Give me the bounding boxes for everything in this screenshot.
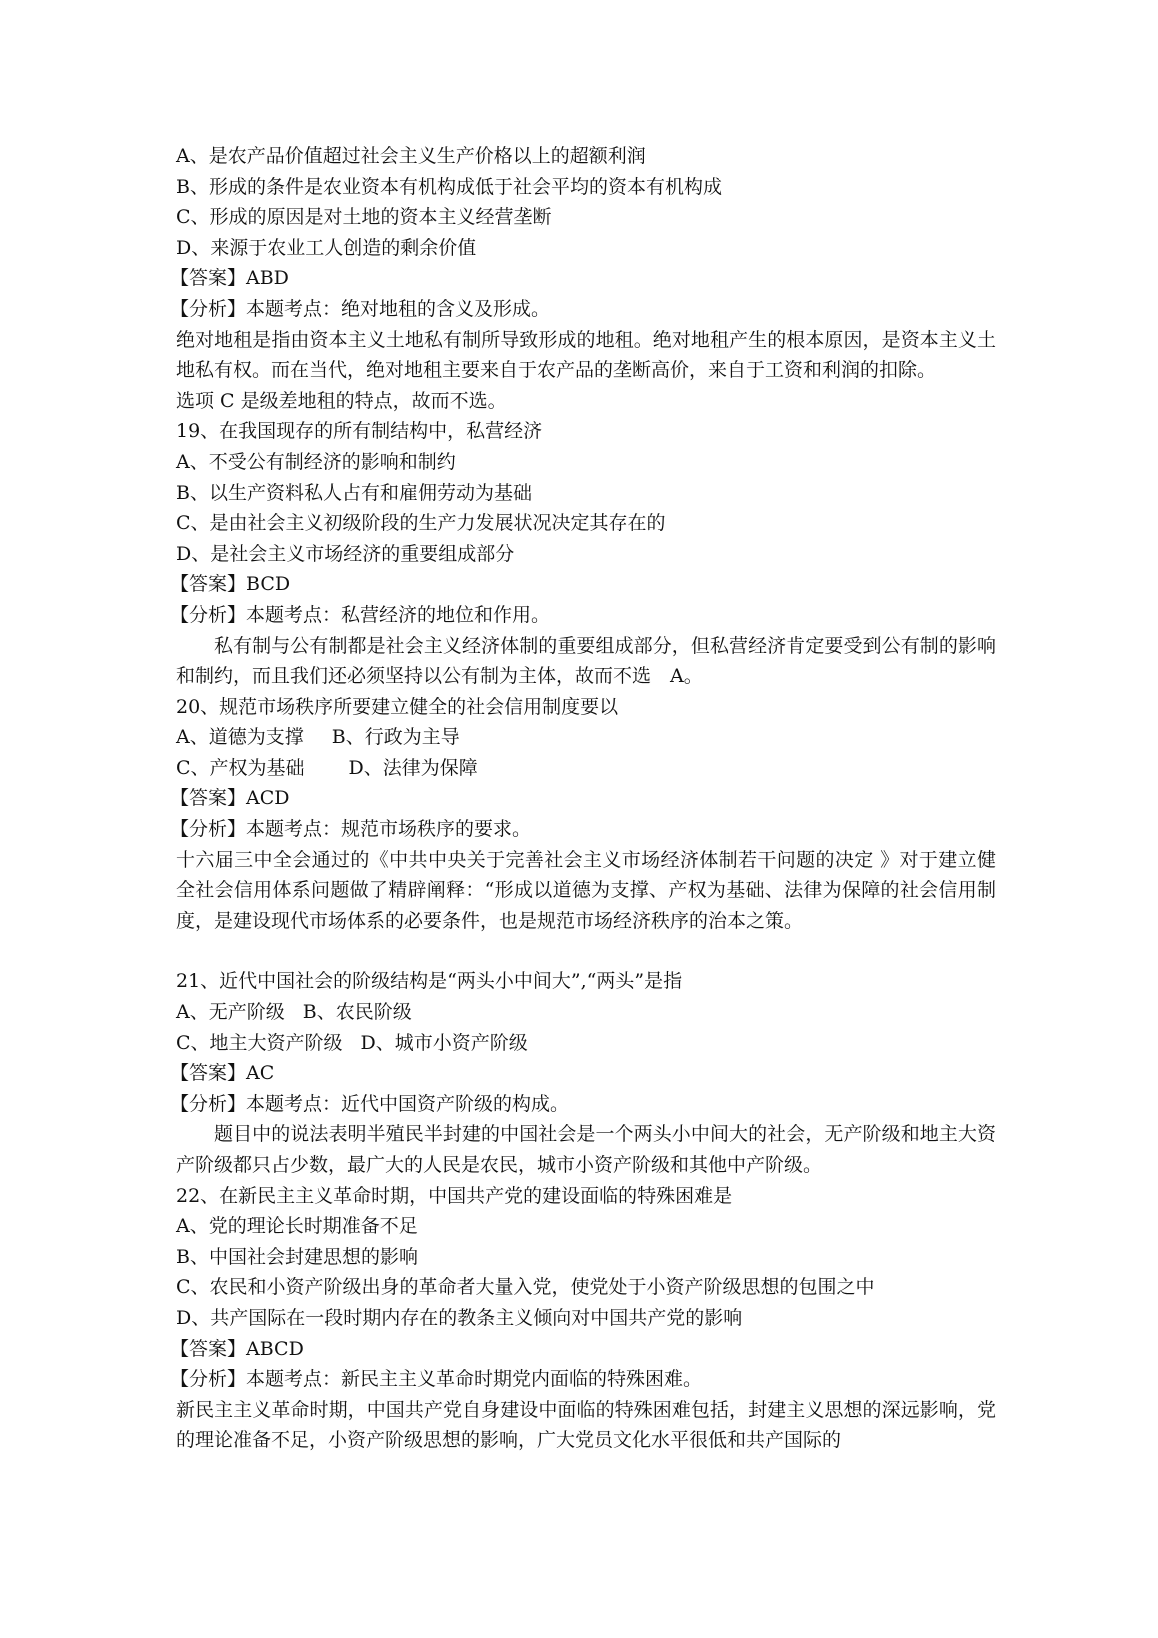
q19-explain-1: 私有制与公有制都是社会主义经济体制的重要组成部分，但私营经济肯定要受到公有制的影响和制约，而且我们还必须坚持以公有制为主体，故而不选 A。 <box>176 634 996 688</box>
document-page <box>170 141 996 1456</box>
q19-option-a: A、不受公有制经济的影响和制约 <box>176 450 456 473</box>
q21-question: 21、近代中国社会的阶级结构是“两头小中间大”,“两头”是指 <box>176 970 683 993</box>
q21-option-c: C、地主大资产阶级 <box>176 1031 343 1054</box>
q18-analysis: 【分析】本题考点：绝对地租的含义及形成。 <box>170 297 551 320</box>
q22-option-d: D、共产国际在一段时期内存在的教条主义倾向对中国共产党的影响 <box>176 1306 743 1329</box>
q21-option-a: A、无产阶级 <box>176 1001 285 1024</box>
q22-explain-1: 新民主主义革命时期，中国共产党自身建设中面临的特殊困难包括，封建主义思想的深远影响，党的理论准备不足，小资产阶级思想的影响，广大党员文化水平很低和共产国际的 <box>176 1398 996 1452</box>
q18-option-b: B、形成的条件是农业资本有机构成低于社会平均的资本有机构成 <box>176 175 722 198</box>
q20-explain-1: 十六届三中全会通过的《中共中央关于完善社会主义市场经济体制若干问题的决定 》对于建立健全社会信用体系问题做了精辟阐释：“形成以道德为支撑、产权为基础、法律为保障的社会信用制度，是建设现代市场体系的必要条件，也是规范市场经济秩序的治本之策。 <box>176 848 996 932</box>
q18-explain-2: 选项 C 是级差地租的特点，故而不选。 <box>176 389 507 412</box>
q20-question: 20、规范市场秩序所要建立健全的社会信用制度要以 <box>176 695 619 718</box>
blank-line <box>176 936 996 966</box>
q21-analysis: 【分析】本题考点：近代中国资产阶级的构成。 <box>170 1092 570 1115</box>
q19-option-c: C、是由社会主义初级阶段的生产力发展状况决定其存在的 <box>176 512 666 535</box>
q18-option-a: A、是农产品价值超过社会主义生产价格以上的超额利润 <box>176 145 646 167</box>
q22-question: 22、在新民主主义革命时期，中国共产党的建设面临的特殊困难是 <box>176 1184 733 1207</box>
q21-options-row-2 <box>176 1028 996 1059</box>
q21-option-b: B、农民阶级 <box>302 1001 412 1024</box>
q22-option-a: A、党的理论长时期准备不足 <box>176 1215 418 1238</box>
q18-option-c: C、形成的原因是对土地的资本主义经营垄断 <box>176 206 552 229</box>
q18-explain-1: 绝对地租是指由资本主义土地私有制所导致形成的地租。绝对地租产生的根本原因，是资本主义土地私有权。而在当代，绝对地租主要来自于农产品的垄断高价，来自于工资和利润的扣除。 <box>176 328 996 382</box>
q22-option-c: C、农民和小资产阶级出身的革命者大量入党，使党处于小资产阶级思想的包围之中 <box>176 1276 875 1299</box>
q22-analysis: 【分析】本题考点：新民主主义革命时期党内面临的特殊困难。 <box>170 1368 703 1391</box>
q19-option-b: B、以生产资料私人占有和雇佣劳动为基础 <box>176 481 532 504</box>
q21-option-d: D、城市小资产阶级 <box>360 1031 528 1054</box>
q20-option-c: C、产权为基础 <box>176 756 305 779</box>
q20-option-a: A、道德为支撑 <box>176 726 304 749</box>
q22-option-b: B、中国社会封建思想的影响 <box>176 1245 418 1268</box>
q20-options-row-2 <box>176 753 996 784</box>
q19-option-d: D、是社会主义市场经济的重要组成部分 <box>176 542 515 565</box>
q20-option-b: B、行政为主导 <box>331 726 460 749</box>
q20-option-d: D、法律为保障 <box>348 756 478 779</box>
q18-option-d: D、来源于农业工人创造的剩余价值 <box>176 236 477 259</box>
q22-answer: 【答案】ABCD <box>170 1337 304 1360</box>
q20-options-row-1 <box>176 722 996 753</box>
q19-analysis: 【分析】本题考点：私营经济的地位和作用。 <box>170 603 551 626</box>
q18-answer: 【答案】ABD <box>170 267 289 290</box>
q19-answer: 【答案】BCD <box>170 573 291 596</box>
q20-analysis: 【分析】本题考点：规范市场秩序的要求。 <box>170 818 532 841</box>
q21-options-row-1 <box>176 997 996 1028</box>
q21-answer: 【答案】AC <box>170 1062 275 1085</box>
q19-question: 19、在我国现存的所有制结构中，私营经济 <box>176 420 543 443</box>
q20-answer: 【答案】ACD <box>170 787 290 810</box>
q21-explain-1: 题目中的说法表明半殖民半封建的中国社会是一个两头小中间大的社会，无产阶级和地主大资产阶级都只占少数，最广大的人民是农民，城市小资产阶级和其他中产阶级。 <box>176 1123 996 1176</box>
